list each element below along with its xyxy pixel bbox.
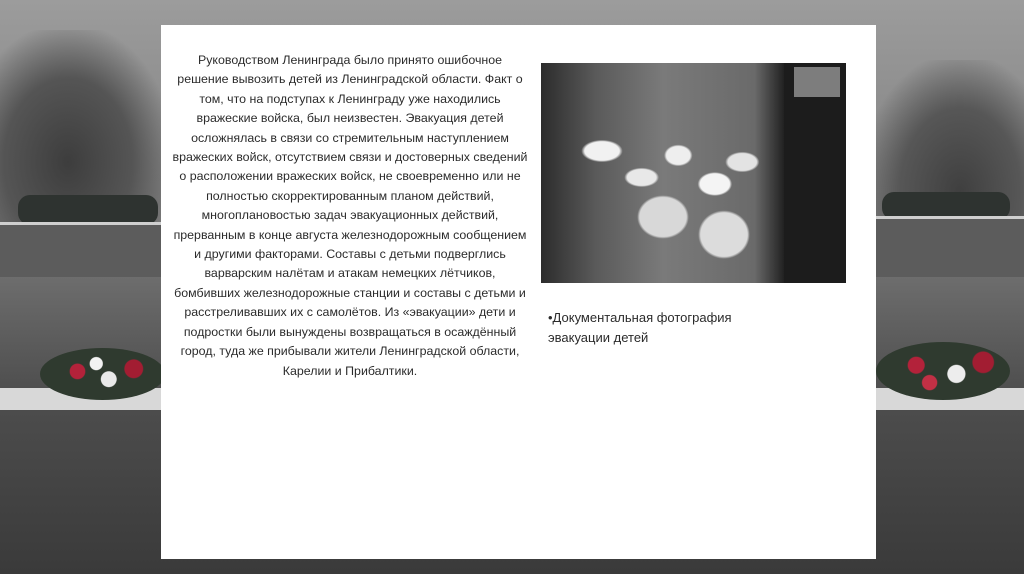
photo-window: [794, 67, 840, 97]
main-text: Руководством Ленинграда было принято ошибочное решение вывозить детей из Ленинградской области. Факт о том, что на подступах к Ленинграду уже находились вражеские войска, был неизвестен. Эвакуация детей осложнялась в связи со стремительным наступлением вражеских войск, отсутствием связи и достоверных сведений о расположении вражеских войск, не своевременно или не полностью скорректированным планом действий, многоплановостью задач эвакуационных действий, прерванным в конце августа железнодорожным сообщением и другими факторами. Составы с детьми подверглись варварским налётам и атакам немецких лётчиков, бомбивших железнодорожные станции и составы с детьми и расстреливавших их с самолётов. Из «эвакуации» дети и подростки были вынуждены возвращаться в осаждённый город, туда же прибывали жители Ленинградской области, Карелии и Прибалтики.: [172, 53, 528, 378]
caption-line-1: •Документальная фотография: [548, 310, 732, 325]
background-wall-right: [874, 216, 1024, 277]
background-flowers-right: [876, 342, 1010, 400]
evacuation-photo: [541, 63, 846, 283]
background-hedge-left: [18, 195, 158, 225]
background-wall-left: [0, 222, 165, 277]
slide-card: [161, 25, 876, 559]
background-flowers-left: [40, 348, 165, 400]
photo-caption: [548, 308, 808, 348]
caption-line-2: эвакуации детей: [548, 330, 649, 345]
